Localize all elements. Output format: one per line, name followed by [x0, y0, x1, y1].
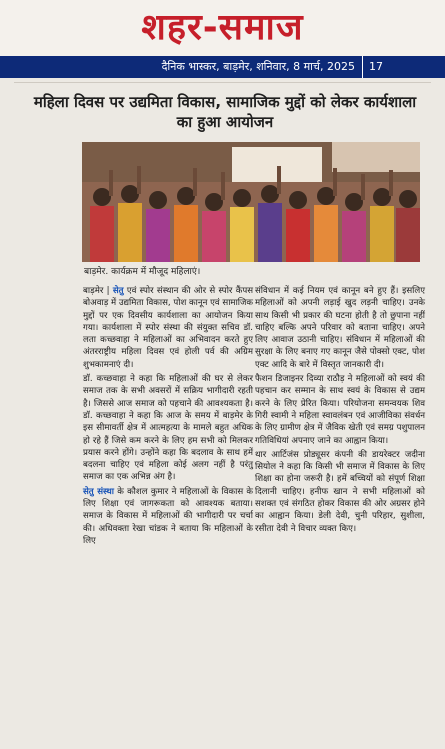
paragraph	[83, 486, 253, 547]
page-number: 17	[362, 56, 383, 78]
article-column-left	[83, 285, 253, 549]
org-highlight: सेतु संस्था	[83, 486, 114, 497]
paragraph-text: फैशन डिजाइनर दिव्या राठौड़ ने महिलाओं को स्वयं की पहचान कर सम्मान के साथ स्वयं के विकास से उद्यम करने के लिए प्रेरित किया। परियोजना समन्वयक शिव गिरी स्वामी ने महिला स्वावलंबन एवं आजीविका संवर्धन के लिए ग्रामीण क्षेत्र में जैविक खेती एवं समग्र पशुपालन गतिविधियां अपनाए जाने का आह्वान किया।	[255, 374, 425, 446]
section-title: शहर-समाज	[141, 7, 304, 48]
dateline-bar	[0, 56, 445, 78]
paragraph	[255, 373, 425, 447]
paragraph-text: डॉ. कच्छवाहा ने कहा कि महिलाओं की घर से लेकर समाज तक के सभी अवसरों में सक्रिय भागीदारी रहती है। जिससे आज समाज को पहचाने की आवश्यकता है। डॉ. कच्छवाहा ने कहा कि आज के समय में बाड़मेर के इस सीमावर्ती क्षेत्र में आत्महत्या के मामले बहुत अधिक हो रहे हैं जिसे कम करने के लिए हम सभी को मिलकर प्रयास करने होंगे। उन्होंने कहा कि बदलाव के साथ हमें बदलना चाहिए एवं महिला कोई अलग नहीं है परंतु समाज का एक अभिन्न अंग है।	[83, 374, 253, 483]
org-highlight: सेतु	[112, 286, 124, 296]
dateline-lead: बाड़मेर |	[83, 286, 113, 296]
article-column-right	[255, 285, 425, 537]
paragraph	[255, 449, 425, 535]
paragraph	[255, 285, 425, 371]
paragraph	[83, 373, 253, 484]
paragraph-text: एवं स्पोर संस्थान की ओर से स्पोर कैंपस बोअवाड़ में उद्यमिता विकास, पोश कानून एवं सामाजिक मुद्दों पर एक दिवसीय कार्यशाला का आयोजन किया गया। कार्यशाला में स्पोर संस्था की संयुक्त सचिव डॉ. लता कच्छवाहा ने महिलाओं का अभिवादन करते हुए अंतरराष्ट्रीय महिला दिवस एवं होली पर्व की अग्रिम शुभकामनाएं दी।	[83, 286, 254, 370]
event-photo	[82, 142, 420, 262]
paragraph-text: थार आर्टिजंस प्रोड्यूसर कंपनी की डायरेक्टर जदीना सियोल ने कहा कि किसी भी समाज में विकास के लिए शिक्षा का होना जरूरी है। हमें बच्चियों को संपूर्ण शिक्षा दिलानी चाहिए। हनीफ खान ने सभी महिलाओं को सशक्त एवं संगठित होकर विकास की ओर अग्रसर होने का आह्वान किया। डेली देवी, चुनी परिहार, सुशीला, रसीता देवी ने विचार व्यक्त किए।	[255, 449, 425, 534]
paragraph-text: के कौशल कुमार ने महिलाओं के विकास के लिए शिक्षा एवं जागरूकता को आवश्यक बताया। समाज के विकास में महिलाओं की भागीदारी पर चर्चा की। अधिवक्ता रेखा चांडक ने बताया कि महिलाओं के लिए	[83, 486, 253, 546]
paragraph-text: संविधान में कई नियम एवं कानून बने हुए हैं। इसलिए महिलाओं को अपनी लड़ाई खुद लड़नी चाहिए। उनके साथ किसी भी प्रकार की घटना होती है तो छुपाना नहीं चाहिए बल्कि अपने परिवार को बताना चाहिए। अपने लिए आवाज उठानी चाहिए। संविधान में महिलाओं की सुरक्षा के लिए बनाए गए कानून जैसे पोक्सो एक्ट, पोश एक्ट आदि के बारे में विस्तृत जानकारी दी।	[255, 286, 425, 370]
masthead	[0, 0, 445, 56]
dateline-text: दैनिक भास्कर, बाड़मेर, शनिवार, 8 मार्च, 2025	[161, 60, 355, 73]
article-headline: महिला दिवस पर उद्यमिता विकास, सामाजिक मुद्दों को लेकर कार्यशाला का हुआ आयोजन	[33, 93, 417, 131]
divider	[14, 82, 431, 83]
photo-caption: बाड़मेर. कार्यक्रम में मौजूद महिलाएं।	[84, 267, 201, 277]
paragraph	[83, 285, 253, 371]
